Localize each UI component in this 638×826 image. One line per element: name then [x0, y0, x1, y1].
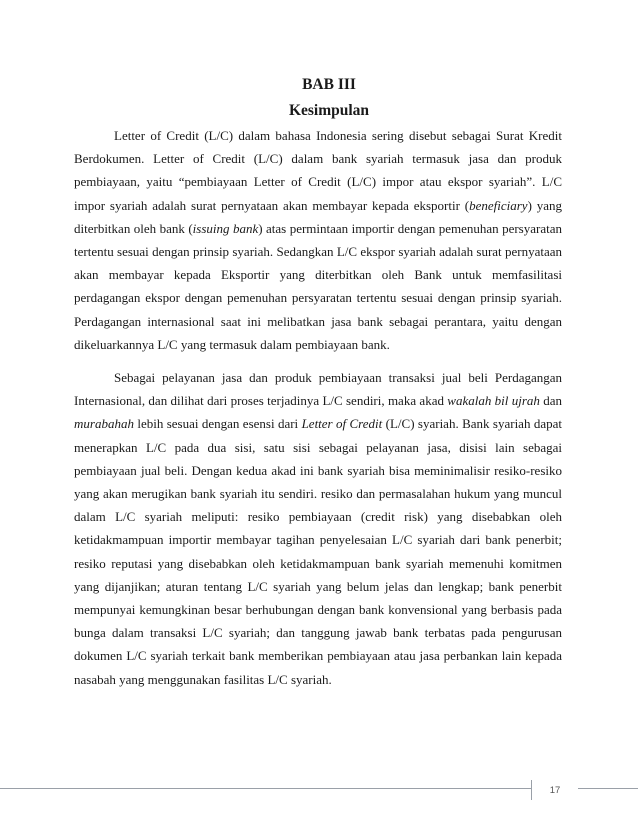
body-text	[74, 124, 562, 691]
p2-italic-letter-of-credit: Letter of Credit	[301, 416, 383, 432]
p1-italic-beneficiary: beneficiary	[469, 197, 528, 213]
p1-text-1: Letter of Credit (L/C) dalam bahasa Indonesia sering disebut sebagai Surat Kredit Berdokumen. Letter of Credit (L/C) dalam bank syariah termasuk jasa dan produk pembiayaan, yaitu “pembiayaan Letter of Credit (L/C) impor atau ekspor syariah”. L/C impor syariah adalah surat pernyataan akan membayar kepada eksportir (	[74, 128, 562, 213]
p2-text-3: lebih sesuai dengan esensi dari	[133, 416, 302, 432]
page-number: 17	[531, 780, 578, 800]
chapter-number: BAB III	[302, 76, 356, 93]
p2-text-2: dan	[539, 393, 562, 409]
p2-italic-murabahah: murabahah	[74, 416, 134, 432]
p2-text-1: Sebagai pelayanan jasa dan produk pembiayaan transaksi jual beli Perdagangan Internasional, dan dilihat dari proses terjadinya L/C sendiri, maka akad	[74, 370, 562, 409]
p2-italic-wakalah: wakalah bil ujrah	[447, 393, 540, 409]
p1-text-3: ) atas permintaan importir dengan pemenuhan persyaratan tertentu sesuai dengan prinsip syariah. Sedangkan L/C ekspor syariah adalah surat pernyataan akan membayar kepada Eksportir yang diterbitkan oleh Bank untuk memfasilitasi perdagangan ekspor dengan pemenuhan persyaratan tertentu sesuai dengan prinsip syariah. Perdagangan internasional saat ini melibatkan jasa bank sebagai perantara, yaitu dengan dikeluarkannya L/C yang termasuk dalam pembiayaan bank.	[74, 220, 562, 352]
paragraph-akad-risks	[74, 366, 562, 691]
p2-text-4: (L/C) syariah. Bank syariah dapat menerapkan L/C pada dua sisi, satu sisi sebagai pelayanan jasa, disisi lain sebagai pembiayaan jual beli. Dengan kedua akad ini bank syariah bisa meminimalisir resiko-resiko yang akan merugikan bank syariah itu sendiri. resiko dan permasalahan hukum yang muncul dalam L/C syariah meliputi: resiko pembiayaan (credit risk) yang disebabkan oleh ketidakmampuan importir membayar tagihan penyelesaian L/C syariah dari bank penerbit; resiko reputasi yang disebabkan oleh ketidakmampuan bank syariah memenuhi komitmen yang dijanjikan; aturan tentang L/C syariah yang belum jelas dan lengkap; bank penerbit mempunyai kemungkinan besar berhubungan dengan bank konvensional yang berbasis pada bunga dalam transaksi L/C syariah; dan tanggung jawab bank terbatas pada pengurusan dokumen L/C syariah terkait bank memberikan pembiayaan atau jasa perbankan lain kepada nasabah yang menggunakan fasilitas L/C syariah.	[74, 416, 562, 687]
paragraph-lc-definition	[74, 124, 562, 356]
chapter-header	[0, 72, 638, 124]
p1-italic-issuing-bank: issuing bank	[192, 220, 259, 236]
p1-text-2: ) yang diterbitkan oleh bank (	[74, 197, 562, 236]
chapter-title: Kesimpulan	[288, 102, 370, 119]
